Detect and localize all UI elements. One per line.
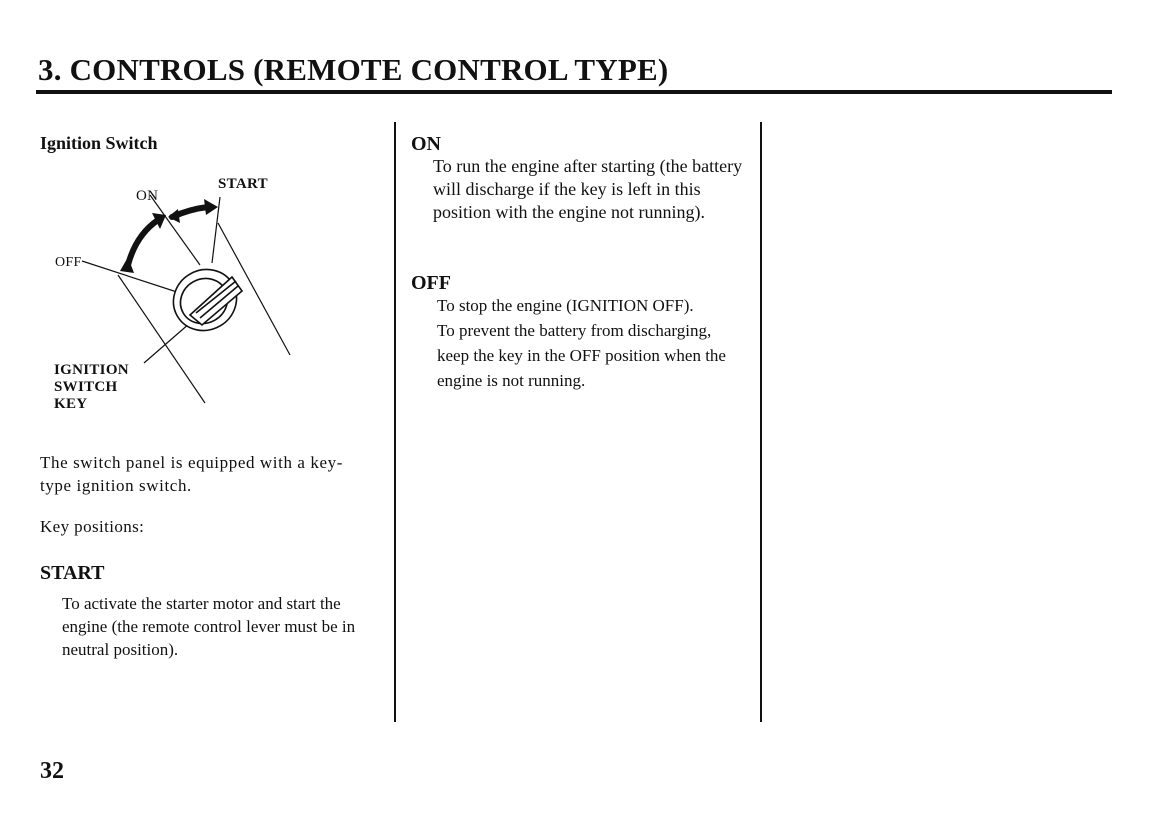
ignition-switch-heading: Ignition Switch [40, 133, 158, 153]
off-description [437, 293, 737, 393]
diagram-label-ignition-key: IGNITION SWITCH KEY [54, 362, 129, 412]
off-description-stop: To stop the engine (IGNITION OFF). [437, 296, 694, 315]
title-rule [36, 90, 1112, 94]
page-title: 3. CONTROLS (REMOTE CONTROL TYPE) [38, 52, 669, 87]
off-heading: OFF [411, 272, 451, 294]
off-to-on-arrow [128, 220, 158, 265]
on-heading: ON [411, 133, 441, 155]
arrowhead-start [204, 199, 218, 215]
column-divider-right [760, 122, 762, 722]
off-description-battery: To prevent the battery from discharging, keep the key in the OFF position when the engine is not running. [437, 321, 726, 390]
start-description: To activate the starter motor and start the engine (the remote control lever must be in neutral position). [62, 594, 356, 659]
key-leader-line [144, 323, 190, 363]
switch-panel-description: The switch panel is equipped with a key-type ignition switch. [40, 453, 344, 495]
switch-housing [162, 258, 247, 342]
page-number: 32 [40, 758, 64, 784]
key-positions-label: Key positions: [40, 517, 145, 536]
arrowhead-on-2 [168, 209, 180, 223]
start-heading: START [40, 562, 105, 584]
column-divider-left [394, 122, 396, 722]
on-description: To run the engine after starting (the battery will discharge if the key is left in this position with the engine not running). [433, 156, 743, 222]
diagram-label-start: START [218, 176, 268, 192]
diagram-label-off: OFF [55, 255, 82, 270]
diagram-label-on: ON [136, 188, 159, 204]
on-leader-line [150, 195, 200, 265]
